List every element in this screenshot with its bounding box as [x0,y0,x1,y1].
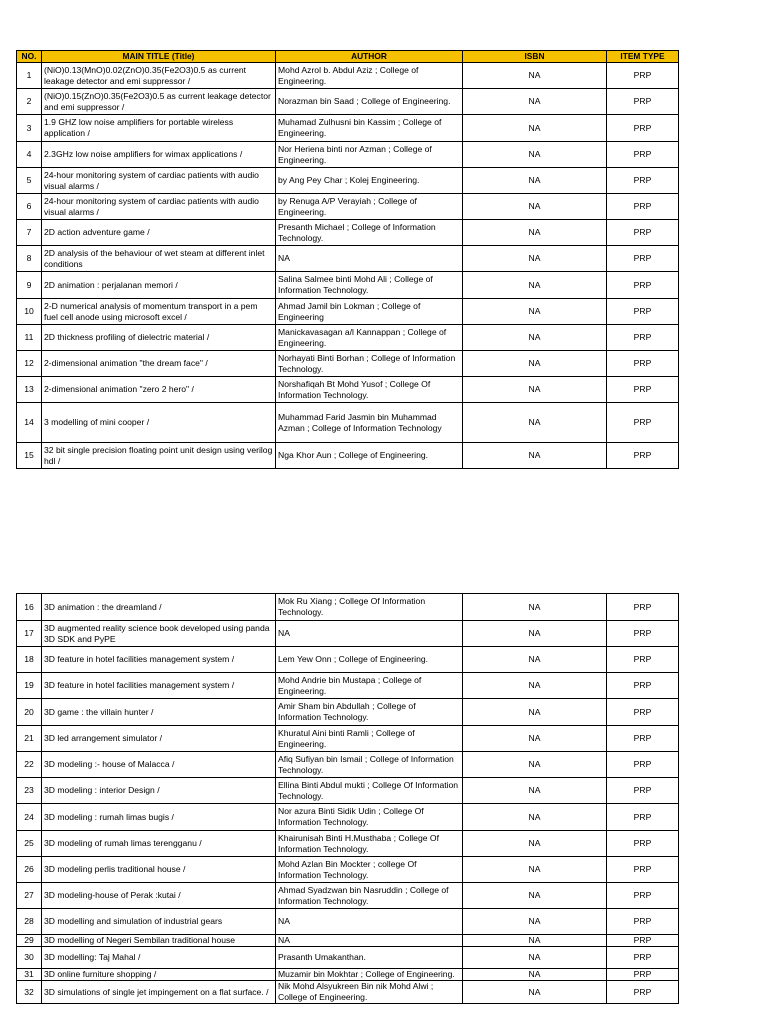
row-item-type: PRP [607,63,679,89]
row-author: Manickavasagan a/l Kannappan ; College of Engineering. [276,325,463,351]
row-item-type: PRP [607,246,679,272]
row-item-type: PRP [607,947,679,969]
row-item-type: PRP [607,299,679,325]
row-isbn: NA [463,246,607,272]
row-item-type: PRP [607,778,679,804]
row-title: 3D modeling-house of Perak :kutai / [42,883,276,909]
row-number: 4 [17,142,42,168]
row-item-type: PRP [607,981,679,1004]
row-number: 9 [17,272,42,299]
row-author: Muzamir bin Mokhtar ; College of Engineering. [276,969,463,981]
row-number: 2 [17,89,42,115]
row-number: 19 [17,673,42,699]
row-number: 11 [17,325,42,351]
row-item-type: PRP [607,272,679,299]
row-author: Norhayati Binti Borhan ; College of Information Technology. [276,351,463,377]
row-number: 22 [17,752,42,778]
row-isbn: NA [463,220,607,246]
table-row [17,969,679,981]
row-title: 1.9 GHZ low noise amplifiers for portable wireless application / [42,115,276,142]
row-title: 2D analysis of the behaviour of wet steam at different inlet conditions [42,246,276,272]
records-table-page-1 [16,50,679,469]
row-author: Ellina Binti Abdul mukti ; College Of Information Technology. [276,778,463,804]
row-number: 16 [17,594,42,621]
row-author: Amir Sham bin Abdullah ; College of Information Technology. [276,699,463,726]
table-row [17,194,679,220]
table-row [17,699,679,726]
row-isbn: NA [463,981,607,1004]
row-number: 29 [17,935,42,947]
row-title: 3D modeling : rumah limas bugis / [42,804,276,831]
header-author: AUTHOR [276,51,463,63]
row-author: Norshafiqah Bt Mohd Yusof ; College Of Information Technology. [276,377,463,403]
row-author: Salina Salmee binti Mohd Ali ; College of Information Technology. [276,272,463,299]
table-row [17,272,679,299]
row-author: Nor Heriena binti nor Azman ; College of Engineering. [276,142,463,168]
table-row [17,831,679,857]
table-row [17,594,679,621]
table-row [17,935,679,947]
row-number: 21 [17,726,42,752]
row-item-type: PRP [607,726,679,752]
row-isbn: NA [463,935,607,947]
row-number: 6 [17,194,42,220]
table-row [17,673,679,699]
row-isbn: NA [463,272,607,299]
row-isbn: NA [463,351,607,377]
row-isbn: NA [463,299,607,325]
row-number: 15 [17,443,42,469]
row-author: Mok Ru Xiang ; College Of Information Technology. [276,594,463,621]
row-author: Presanth Michael ; College of Information Technology. [276,220,463,246]
header-title: MAIN TITLE (Title) [42,51,276,63]
row-item-type: PRP [607,325,679,351]
row-item-type: PRP [607,594,679,621]
row-isbn: NA [463,594,607,621]
row-isbn: NA [463,831,607,857]
table-row [17,621,679,647]
table-row [17,778,679,804]
table-row [17,63,679,89]
row-number: 17 [17,621,42,647]
row-isbn: NA [463,443,607,469]
row-isbn: NA [463,673,607,699]
table-row [17,246,679,272]
row-title: 3D feature in hotel facilities management system / [42,647,276,673]
row-title: 2-dimensional animation "zero 2 hero" / [42,377,276,403]
row-item-type: PRP [607,142,679,168]
row-isbn: NA [463,168,607,194]
row-title: 24-hour monitoring system of cardiac patients with audio visual alarms / [42,194,276,220]
row-item-type: PRP [607,752,679,778]
row-isbn: NA [463,377,607,403]
row-author: Mohd Andrie bin Mustapa ; College of Engineering. [276,673,463,699]
table-row [17,647,679,673]
row-number: 23 [17,778,42,804]
row-number: 25 [17,831,42,857]
row-title: 3D game : the villain hunter / [42,699,276,726]
row-item-type: PRP [607,857,679,883]
row-number: 31 [17,969,42,981]
row-author: Mohd Azlan Bin Mockter ; college Of Information Technology. [276,857,463,883]
row-isbn: NA [463,947,607,969]
row-item-type: PRP [607,699,679,726]
table-row [17,883,679,909]
table-row [17,857,679,883]
table-row [17,299,679,325]
row-author: NA [276,246,463,272]
row-isbn: NA [463,621,607,647]
row-author: Ahmad Syadzwan bin Nasruddin ; College of Information Technology. [276,883,463,909]
row-item-type: PRP [607,443,679,469]
row-isbn: NA [463,63,607,89]
row-author: Afiq Sufiyan bin Ismail ; College of Information Technology. [276,752,463,778]
header-isbn: ISBN [463,51,607,63]
row-number: 5 [17,168,42,194]
row-isbn: NA [463,647,607,673]
row-number: 14 [17,403,42,443]
row-number: 20 [17,699,42,726]
row-title: 3D modeling of rumah limas terengganu / [42,831,276,857]
header-item-type: ITEM TYPE [607,51,679,63]
row-author: Prasanth Umakanthan. [276,947,463,969]
row-item-type: PRP [607,168,679,194]
row-item-type: PRP [607,621,679,647]
row-item-type: PRP [607,377,679,403]
row-item-type: PRP [607,969,679,981]
row-author: NA [276,909,463,935]
row-title: 3D modeling : interior Design / [42,778,276,804]
row-number: 26 [17,857,42,883]
row-author: Mohd Azrol b. Abdul Aziz ; College of Engineering. [276,63,463,89]
row-item-type: PRP [607,883,679,909]
row-number: 10 [17,299,42,325]
row-title: 3D led arrangement simulator / [42,726,276,752]
row-title: 2D animation : perjalanan memori / [42,272,276,299]
table-row [17,377,679,403]
row-item-type: PRP [607,673,679,699]
header-no: NO. [17,51,42,63]
table-row [17,981,679,1004]
table-row [17,909,679,935]
row-title: (NiO)0.13(MnO)0.02(ZnO)0.35(Fe2O3)0.5 as current leakage detector and emi suppressor / [42,63,276,89]
row-item-type: PRP [607,403,679,443]
table-row [17,403,679,443]
row-isbn: NA [463,699,607,726]
table-row [17,168,679,194]
row-number: 28 [17,909,42,935]
row-isbn: NA [463,403,607,443]
row-title: 2.3GHz low noise amplifiers for wimax applications / [42,142,276,168]
row-item-type: PRP [607,935,679,947]
row-author: Ahmad Jamil bin Lokman ; College of Engineering [276,299,463,325]
row-isbn: NA [463,325,607,351]
row-item-type: PRP [607,351,679,377]
row-title: 2D action adventure game / [42,220,276,246]
row-author: Lem Yew Onn ; College of Engineering. [276,647,463,673]
row-item-type: PRP [607,194,679,220]
table-row [17,115,679,142]
table-row [17,947,679,969]
row-title: 3D modelling and simulation of industrial gears [42,909,276,935]
row-title: 3 modelling of mini cooper / [42,403,276,443]
row-number: 30 [17,947,42,969]
row-number: 32 [17,981,42,1004]
row-title: 2D thickness profiling of dielectric material / [42,325,276,351]
row-author: NA [276,621,463,647]
row-title: 3D feature in hotel facilities management system / [42,673,276,699]
row-item-type: PRP [607,89,679,115]
table-row [17,325,679,351]
row-isbn: NA [463,142,607,168]
table-row [17,89,679,115]
row-isbn: NA [463,752,607,778]
table-row [17,804,679,831]
row-item-type: PRP [607,804,679,831]
row-item-type: PRP [607,909,679,935]
table-row [17,443,679,469]
table-row [17,220,679,246]
row-item-type: PRP [607,220,679,246]
row-isbn: NA [463,89,607,115]
row-author: Muhammad Farid Jasmin bin Muhammad Azman ; College of Information Technology [276,403,463,443]
row-item-type: PRP [607,647,679,673]
row-title: 3D modeling perlis traditional house / [42,857,276,883]
row-title: 3D animation : the dreamland / [42,594,276,621]
row-isbn: NA [463,857,607,883]
row-isbn: NA [463,909,607,935]
row-title: 3D simulations of single jet impingement on a flat surface. / [42,981,276,1004]
row-author: Nor azura Binti Sidik Udin ; College Of Information Technology. [276,804,463,831]
row-isbn: NA [463,194,607,220]
row-number: 12 [17,351,42,377]
row-author: Norazman bin Saad ; College of Engineering. [276,89,463,115]
row-item-type: PRP [607,831,679,857]
table-row [17,752,679,778]
row-isbn: NA [463,778,607,804]
row-title: 32 bit single precision floating point unit design using verilog hdl / [42,443,276,469]
row-number: 8 [17,246,42,272]
row-author: NA [276,935,463,947]
row-number: 13 [17,377,42,403]
row-author: Khuratul Aini binti Ramli ; College of Engineering. [276,726,463,752]
row-number: 24 [17,804,42,831]
row-number: 1 [17,63,42,89]
row-title: 2-dimensional animation "the dream face" / [42,351,276,377]
row-number: 3 [17,115,42,142]
row-isbn: NA [463,726,607,752]
row-isbn: NA [463,969,607,981]
records-table-page-2 [16,593,679,1004]
row-author: Nga Khor Aun ; College of Engineering. [276,443,463,469]
row-number: 7 [17,220,42,246]
table-row [17,726,679,752]
row-title: 24-hour monitoring system of cardiac patients with audio visual alarms / [42,168,276,194]
header-row [17,51,679,63]
row-title: 3D modelling: Taj Mahal / [42,947,276,969]
row-title: 3D modeling :- house of Malacca / [42,752,276,778]
row-isbn: NA [463,804,607,831]
row-isbn: NA [463,883,607,909]
row-item-type: PRP [607,115,679,142]
row-title: 3D online furniture shopping / [42,969,276,981]
row-number: 18 [17,647,42,673]
row-author: Nik Mohd Alsyukreen Bin nik Mohd Alwi ; College of Engineering. [276,981,463,1004]
row-author: Khairunisah Binti H.Musthaba ; College Of Information Technology. [276,831,463,857]
table-row [17,142,679,168]
row-title: (NiO)0.15(ZnO)0.35(Fe2O3)0.5 as current leakage detector and emi suppressor / [42,89,276,115]
row-number: 27 [17,883,42,909]
row-author: by Renuga A/P Verayiah ; College of Engineering. [276,194,463,220]
row-isbn: NA [463,115,607,142]
row-title: 2-D numerical analysis of momentum transport in a pem fuel cell anode using microsoft excel / [42,299,276,325]
row-title: 3D modelling of Negeri Sembilan traditional house [42,935,276,947]
table-row [17,351,679,377]
row-author: Muhamad Zulhusni bin Kassim ; College of Engineering. [276,115,463,142]
row-title: 3D augmented reality science book developed using panda 3D SDK and PyPE [42,621,276,647]
row-author: by Ang Pey Char ; Kolej Engineering. [276,168,463,194]
